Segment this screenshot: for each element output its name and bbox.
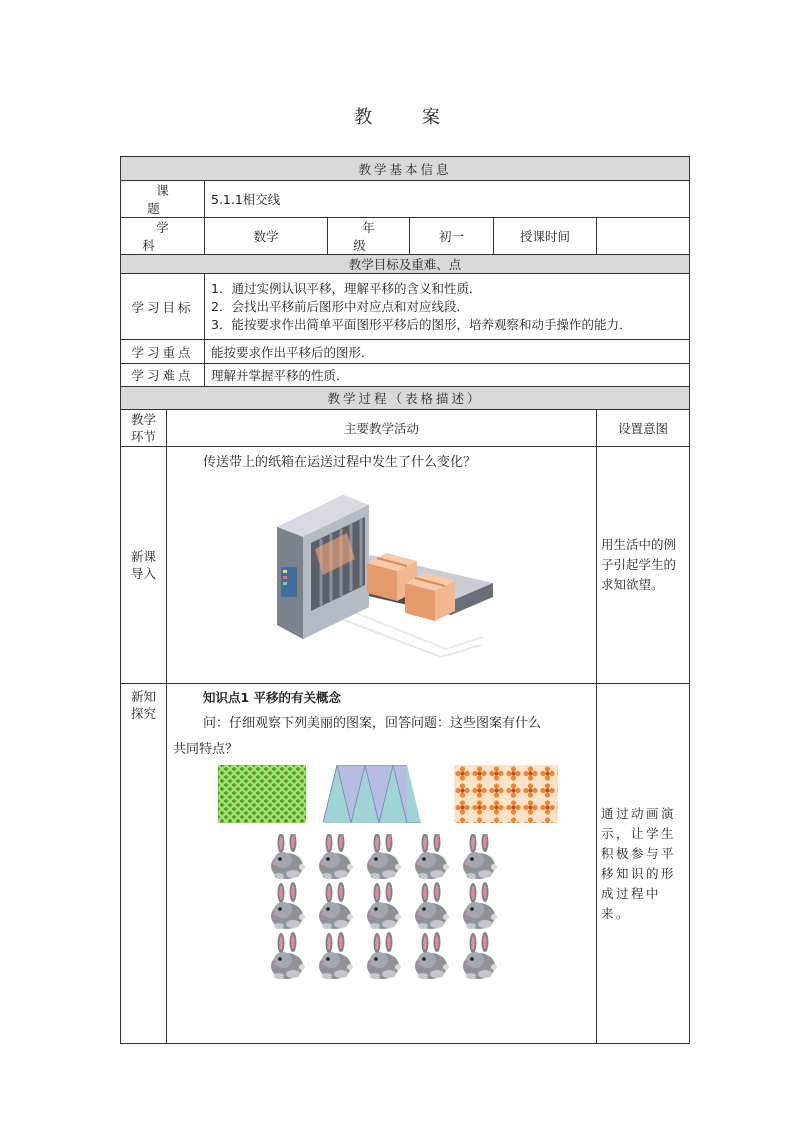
time-value [597, 218, 690, 255]
grade-value: 初一 [410, 218, 494, 255]
key-point-value: 能按要求作出平移后的图形． [205, 340, 690, 364]
rabbit-grid-image [269, 834, 505, 984]
intro-intent: 用生活中的例子引起学生的求知欲望。 [597, 447, 690, 684]
goal-list [205, 274, 690, 340]
explore-question-line2: 共同特点？ [173, 742, 239, 757]
explore-intent: 通过动画演示，让学生积极参与平移知识的形成过程中来。 [597, 684, 690, 1044]
goal-label: 学习目标 [121, 274, 205, 340]
intent-column-header: 设置意图 [597, 410, 690, 447]
stage-intro: 新课 导入 [121, 447, 167, 684]
knowledge-point-title: 知识点1 平移的有关概念 [203, 690, 342, 705]
process-header: 教学过程（表格描述） [121, 387, 690, 410]
time-label: 授课时间 [494, 218, 597, 255]
intro-activity [167, 447, 597, 684]
objectives-header: 教学目标及重难、点 [121, 255, 690, 274]
green-lattice-pattern-image [218, 765, 306, 823]
stage-explore: 新知 探究 [121, 684, 167, 1044]
basic-info-header: 教学基本信息 [121, 157, 690, 181]
triangle-pattern-image [323, 765, 421, 823]
key-point-label: 学习重点 [121, 340, 205, 364]
explore-activity [167, 684, 597, 1044]
difficulty-value: 理解并掌握平移的性质． [205, 364, 690, 387]
stage-column-header: 教学 环节 [121, 410, 167, 447]
subject-label: 学 科 [121, 218, 205, 255]
conveyor-machine-image [271, 475, 501, 665]
grade-label: 年 级 [328, 218, 410, 255]
difficulty-label: 学习难点 [121, 364, 205, 387]
topic-label: 课 题 [121, 181, 205, 218]
goal-item: 1．通过实例认识平移，理解平移的含义和性质． [211, 280, 482, 296]
flower-pattern-image [454, 765, 558, 823]
goal-item: 2．会找出平移前后图形中对应点和对应线段． [211, 298, 469, 314]
topic-value: 5.1.1相交线 [205, 181, 690, 218]
explore-question-line1: 问：仔细观察下列美丽的图案，回答问题：这些图案有什么 [203, 716, 542, 731]
document-title: 教 案 [354, 107, 462, 128]
goal-item: 3．能按要求作出简单平面图形平移后的图形，培养观察和动手操作的能力． [211, 316, 632, 332]
lesson-plan-table [120, 156, 690, 1044]
intro-question: 传送带上的纸箱在运送过程中发生了什么变化？ [203, 455, 477, 470]
subject-value: 数学 [205, 218, 328, 255]
activity-column-header: 主要教学活动 [167, 410, 597, 447]
